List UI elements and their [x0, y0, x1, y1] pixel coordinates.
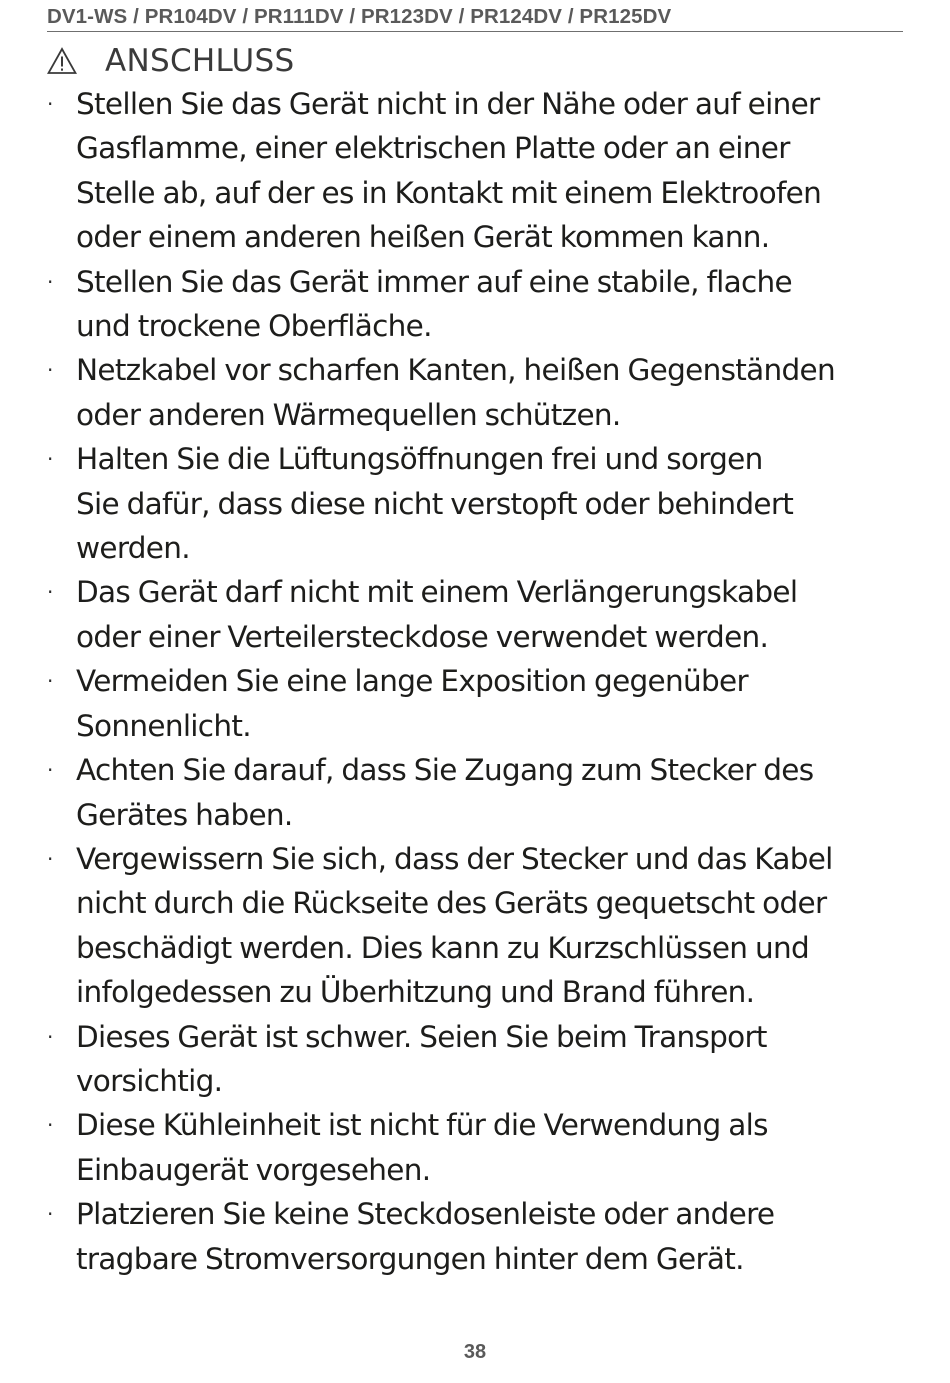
list-item-text: Platzieren Sie keine Steckdosenleiste oder andere tragbare Stromversorgungen hinter dem Gerät. [76, 1197, 775, 1276]
bullet-marker: · [47, 1202, 53, 1227]
bullet-marker: · [47, 758, 53, 783]
list-item [47, 82, 917, 260]
section-title: ANSCHLUSS [105, 43, 295, 79]
bullet-marker: · [47, 269, 53, 294]
list-item [47, 1103, 917, 1192]
bullet-marker: · [47, 669, 53, 694]
list-item [47, 437, 917, 570]
list-item [47, 659, 917, 748]
list-item [47, 348, 917, 437]
safety-list [47, 82, 917, 1281]
list-item [47, 748, 917, 837]
list-item-text: Das Gerät darf nicht mit einem Verlängerungskabel oder einer Verteilersteckdose verwendet werden. [76, 575, 798, 654]
bullet-marker: · [47, 580, 53, 605]
bullet-marker: · [47, 447, 53, 472]
list-item-text: Stellen Sie das Gerät immer auf eine stabile, flache und trockene Oberfläche. [76, 264, 793, 344]
list-item [47, 837, 917, 1015]
list-item-text: Netzkabel vor scharfen Kanten, heißen Gegenständen oder anderen Wärmequellen schützen. [76, 353, 835, 432]
list-item [47, 1192, 917, 1281]
bullet-marker: · [47, 92, 53, 116]
section-heading [47, 41, 295, 81]
list-item-text: Achten Sie darauf, dass Sie Zugang zum Stecker des Gerätes haben. [76, 753, 814, 832]
page-header [47, 5, 903, 32]
list-item-text: Dieses Gerät ist schwer. Seien Sie beim Transport vorsichtig. [76, 1019, 767, 1098]
list-item [47, 570, 917, 659]
list-item-text: Stellen Sie das Gerät nicht in der Nähe oder auf einer Gasflamme, einer elektrischen Platte oder an einer Stelle ab, auf der es in Kontakt mit einem Elektroofen oder einem anderen heißen Gerät kommen kann. [76, 87, 822, 255]
bullet-marker: · [47, 1024, 53, 1049]
bullet-marker: · [47, 358, 53, 383]
list-item-text: Vergewissern Sie sich, dass der Stecker und das Kabel nicht durch die Rückseite des Geräts gequetscht oder beschädigt werden. Dies kann zu Kurzschlüssen und infolgedessen zu Überhitzung und Brand führen. [76, 841, 833, 1010]
list-item [47, 1015, 917, 1104]
list-item-text: Halten Sie die Lüftungsöffnungen frei und sorgen Sie dafür, dass diese nicht verstopft oder behindert werden. [76, 442, 794, 566]
list-item [47, 260, 917, 349]
list-item-text: Vermeiden Sie eine lange Exposition gegenüber Sonnenlicht. [76, 664, 748, 743]
warning-triangle-icon [47, 47, 77, 75]
bullet-marker: · [47, 846, 53, 871]
bullet-marker: · [47, 1113, 53, 1138]
list-item-text: Diese Kühleinheit ist nicht für die Verwendung als Einbaugerät vorgesehen. [76, 1108, 768, 1187]
model-list: DV1-WS / PR104DV / PR111DV / PR123DV / PR124DV / PR125DV [47, 5, 672, 28]
page-number: 38 [463, 1341, 487, 1363]
